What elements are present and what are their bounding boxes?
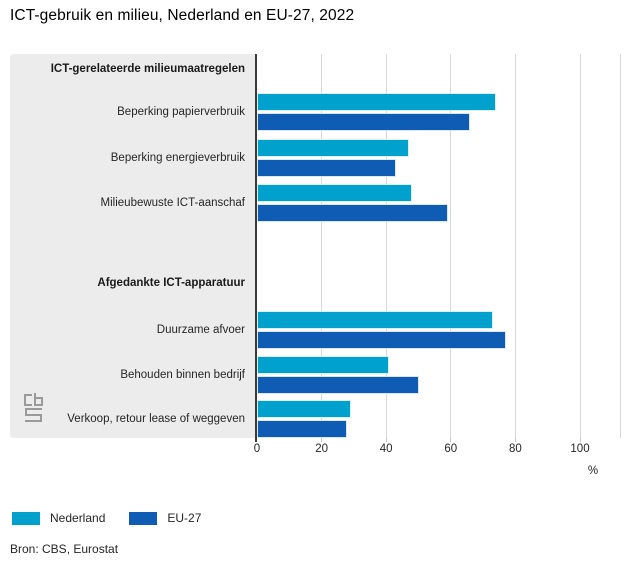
category-label: Behouden binnen bedrijf	[120, 369, 245, 381]
bar-eu27	[257, 159, 396, 177]
category-label: Verkoop, retour lease of weggeven	[67, 413, 245, 425]
x-tick-label: 0	[253, 443, 261, 455]
x-tick-label: 40	[379, 443, 393, 455]
x-axis-unit-label: %	[587, 465, 599, 477]
bar-nederland	[257, 311, 493, 329]
source-note: Bron: CBS, Eurostat	[10, 542, 119, 556]
x-tick-label: 100	[570, 443, 590, 455]
bar-nederland	[257, 356, 389, 374]
x-tick-label: 80	[508, 443, 522, 455]
category-label: Milieubewuste ICT-aanschaf	[100, 197, 245, 209]
bar-nederland	[257, 93, 496, 111]
legend-item-eu27	[129, 511, 201, 525]
legend	[12, 511, 201, 525]
legend-item-nederland	[12, 511, 105, 525]
x-tick-label: 60	[444, 443, 458, 455]
bar-nederland	[257, 400, 351, 418]
legend-label-nederland: Nederland	[50, 511, 106, 525]
legend-swatch-nederland	[12, 512, 40, 525]
plot-right-edge	[620, 54, 621, 438]
x-tick-label: 20	[315, 443, 328, 455]
bar-eu27	[257, 376, 419, 394]
bar-nederland	[257, 184, 412, 202]
category-label: Duurzame afvoer	[156, 324, 245, 336]
bar-eu27	[257, 204, 448, 222]
page-title: ICT-gebruik en milieu, Nederland en EU-27, 2022	[10, 7, 355, 24]
y-axis-line	[255, 54, 257, 442]
gridline	[450, 54, 451, 438]
bar-eu27	[257, 420, 347, 438]
category-label: Beperking papierverbruik	[117, 106, 245, 118]
gridline	[515, 54, 516, 438]
legend-swatch-eu27	[129, 512, 157, 525]
category-label: Beperking energieverbruik	[110, 152, 245, 164]
gridline	[580, 54, 581, 438]
bar-eu27	[257, 331, 506, 349]
x-axis	[10, 441, 626, 481]
bar-nederland	[257, 139, 409, 157]
plot-area	[10, 54, 626, 438]
legend-label-eu27: EU-27	[167, 511, 202, 525]
section-header: Afgedankte ICT-apparatuur	[97, 277, 245, 289]
bar-eu27	[257, 113, 470, 131]
section-header: ICT-gerelateerde milieumaatregelen	[50, 63, 245, 75]
